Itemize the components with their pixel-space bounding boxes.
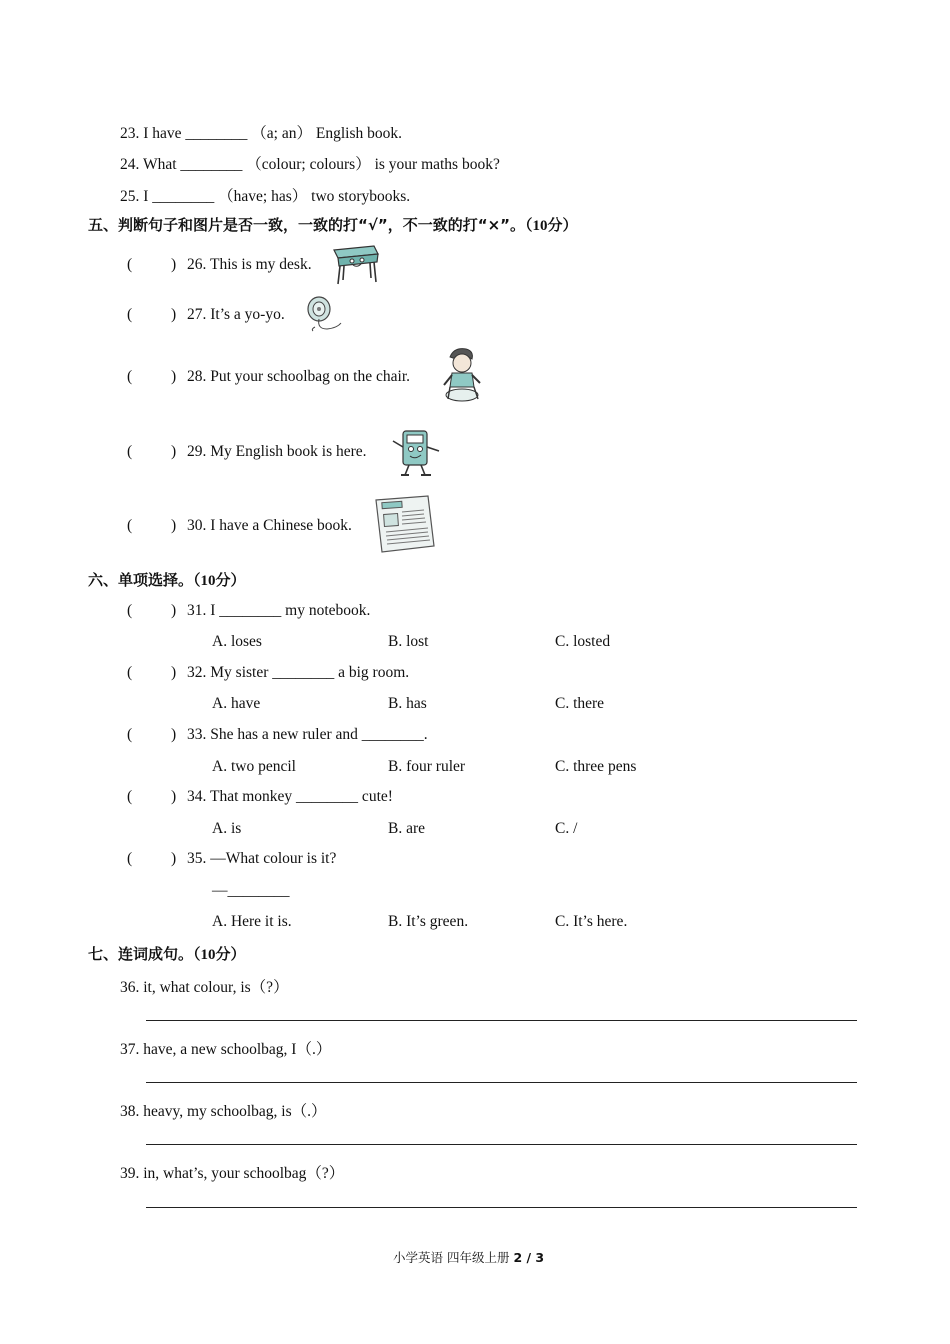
answer-paren-close: )	[171, 602, 177, 619]
option-c: C. there	[555, 695, 605, 712]
answer-line[interactable]	[146, 1020, 857, 1021]
option-b: B. has	[388, 695, 427, 712]
section6-points: （10分）	[193, 573, 246, 589]
page-number: 2 / 3	[513, 1250, 545, 1265]
answer-paren-close: )	[171, 664, 177, 681]
question-34: 34. That monkey ________ cute!	[187, 788, 393, 805]
option-c: C. losted	[555, 633, 611, 650]
answer-paren-close: )	[171, 517, 177, 534]
yoyo-picture	[303, 295, 343, 333]
section6-title: 六、单项选择。	[88, 571, 194, 589]
question-35-reply: —________	[212, 882, 290, 899]
answer-paren-open[interactable]: (	[127, 602, 133, 619]
option-c: C. three pens	[555, 758, 637, 775]
section6-heading	[88, 569, 246, 590]
question-25: 25. I ________ （have; has） two storybooks.	[120, 188, 411, 205]
question-26: 26. This is my desk.	[187, 256, 312, 273]
question-30: 30. I have a Chinese book.	[187, 517, 352, 534]
section5-title: 五、判断句子和图片是否一致，一致的打“√”，不一致的打“×”。	[88, 216, 526, 234]
option-a: A. have	[212, 695, 261, 712]
answer-paren-open[interactable]: (	[127, 664, 133, 681]
question-33: 33. She has a new ruler and ________.	[187, 726, 428, 743]
option-a: A. is	[212, 820, 242, 837]
question-32: 32. My sister ________ a big room.	[187, 664, 410, 681]
answer-paren-open[interactable]: (	[127, 788, 133, 805]
question-29: 29. My English book is here.	[187, 443, 367, 460]
answer-paren-open[interactable]: (	[127, 443, 133, 460]
answer-paren-open[interactable]: (	[127, 256, 133, 273]
answer-paren-close: )	[171, 306, 177, 323]
option-c: C. It’s here.	[555, 913, 628, 930]
question-38: 38. heavy, my schoolbag, is（.）	[120, 1103, 327, 1120]
option-a: A. loses	[212, 633, 262, 650]
section7-title: 七、连词成句。	[88, 945, 194, 963]
answer-line[interactable]	[146, 1082, 857, 1083]
boy-picture	[440, 347, 486, 405]
option-b: B. are	[388, 820, 426, 837]
question-27: 27. It’s a yo-yo.	[187, 306, 285, 323]
answer-line[interactable]	[146, 1144, 857, 1145]
question-23: 23. I have ________ （a; an） English book.	[120, 125, 402, 142]
answer-paren-close: )	[171, 256, 177, 273]
answer-paren-close: )	[171, 788, 177, 805]
option-c: C. /	[555, 820, 578, 837]
answer-line[interactable]	[146, 1207, 857, 1208]
page-footer	[393, 1248, 544, 1266]
option-a: A. two pencil	[212, 758, 296, 775]
answer-paren-close: )	[171, 443, 177, 460]
option-b: B. four ruler	[388, 758, 466, 775]
question-37: 37. have, a new schoolbag, I（.）	[120, 1041, 332, 1058]
answer-paren-open[interactable]: (	[127, 306, 133, 323]
question-39: 39. in, what’s, your schoolbag（?）	[120, 1165, 345, 1182]
answer-paren-open[interactable]: (	[127, 368, 133, 385]
section5-heading	[88, 214, 578, 235]
book-character-picture	[389, 427, 443, 479]
question-36: 36. it, what colour, is（?）	[120, 979, 289, 996]
option-b: B. It’s green.	[388, 913, 469, 930]
section7-heading	[88, 943, 246, 964]
answer-paren-open[interactable]: (	[127, 726, 133, 743]
question-31: 31. I ________ my notebook.	[187, 602, 371, 619]
answer-paren-close: )	[171, 850, 177, 867]
answer-paren-close: )	[171, 368, 177, 385]
section5-points: （10分）	[525, 218, 578, 234]
question-24: 24. What ________ （colour; colours） is your maths book?	[120, 156, 500, 173]
newspaper-picture	[372, 494, 438, 556]
option-a: A. Here it is.	[212, 913, 292, 930]
desk-picture	[330, 242, 382, 286]
section7-points: （10分）	[193, 947, 246, 963]
footer-label: 小学英语 四年级上册	[393, 1250, 510, 1265]
answer-paren-open[interactable]: (	[127, 517, 133, 534]
answer-paren-open[interactable]: (	[127, 850, 133, 867]
question-35: 35. —What colour is it?	[187, 850, 337, 867]
answer-paren-close: )	[171, 726, 177, 743]
question-28: 28. Put your schoolbag on the chair.	[187, 368, 410, 385]
option-b: B. lost	[388, 633, 429, 650]
